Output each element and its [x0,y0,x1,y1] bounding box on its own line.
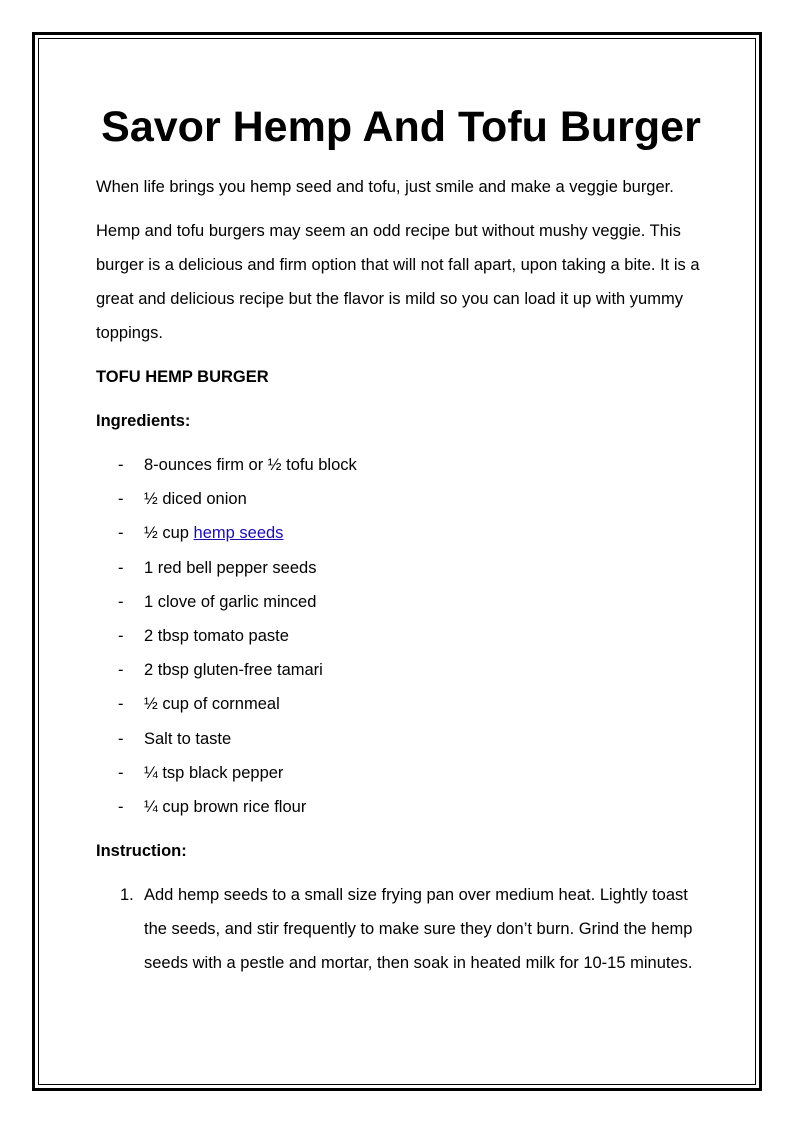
list-item [96,687,706,721]
ingredient-text: ½ cup of cornmeal [144,695,280,714]
hemp-seeds-link[interactable]: hemp seeds [193,524,284,543]
ingredient-text: ½ diced onion [144,490,247,509]
list-item [96,756,706,790]
ingredient-text: 2 tbsp tomato paste [144,627,289,646]
bullet-dash: - [118,661,124,680]
description-paragraph: Hemp and tofu burgers may seem an odd recipe but without mushy veggie. This burger is a delicious and firm option that will not fall apart, upon taking a bite. It is a great and delicious recipe but the flavor is mild so you can load it up with yummy toppings. [96,222,700,342]
intro-paragraph: When life brings you hemp seed and tofu, just smile and make a veggie burger. [96,178,674,196]
list-item [96,585,706,619]
ingredient-text: Salt to taste [144,729,232,748]
instruction-label: Instruction: [96,842,187,861]
instruction-steps [96,878,706,980]
bullet-dash: - [118,695,124,714]
bullet-dash: - [118,456,124,474]
document-content [96,96,706,980]
recipe-heading: TOFU HEMP BURGER [96,368,269,386]
list-item [96,448,706,482]
page-title: Savor Hemp And Tofu Burger [101,103,701,151]
step-text: Add hemp seeds to a small size frying pan over medium heat. Lightly toast the seeds, and stir frequently to make sure they don’t burn. Grind the hemp seeds with a pestle and mortar, then soak in heated milk for 10-15 minutes. [144,886,693,973]
bullet-dash: - [118,627,124,646]
bullet-dash: - [118,592,124,611]
ingredient-text: ¼ cup brown rice flour [144,798,307,817]
bullet-dash: - [118,798,124,817]
ingredient-text: 8-ounces firm or ½ tofu block [144,456,357,474]
list-item [96,482,706,516]
ingredient-text: ½ cup [144,524,194,543]
list-item [96,722,706,756]
step-item [96,878,706,980]
ingredients-label: Ingredients: [96,412,191,430]
list-item [96,653,706,687]
ingredients-list [96,448,706,824]
ingredient-text: ¼ tsp black pepper [144,763,284,782]
list-item [96,516,706,550]
list-item [96,619,706,653]
list-item [96,551,706,585]
list-item [96,790,706,824]
bullet-dash: - [118,558,124,577]
step-number: 1. [120,886,134,905]
bullet-dash: - [118,763,124,782]
ingredient-text: 2 tbsp gluten-free tamari [144,661,323,680]
bullet-dash: - [118,524,124,543]
ingredient-text: 1 clove of garlic minced [144,592,317,611]
bullet-dash: - [118,729,124,748]
bullet-dash: - [118,490,124,509]
ingredient-text: 1 red bell pepper seeds [144,558,317,577]
